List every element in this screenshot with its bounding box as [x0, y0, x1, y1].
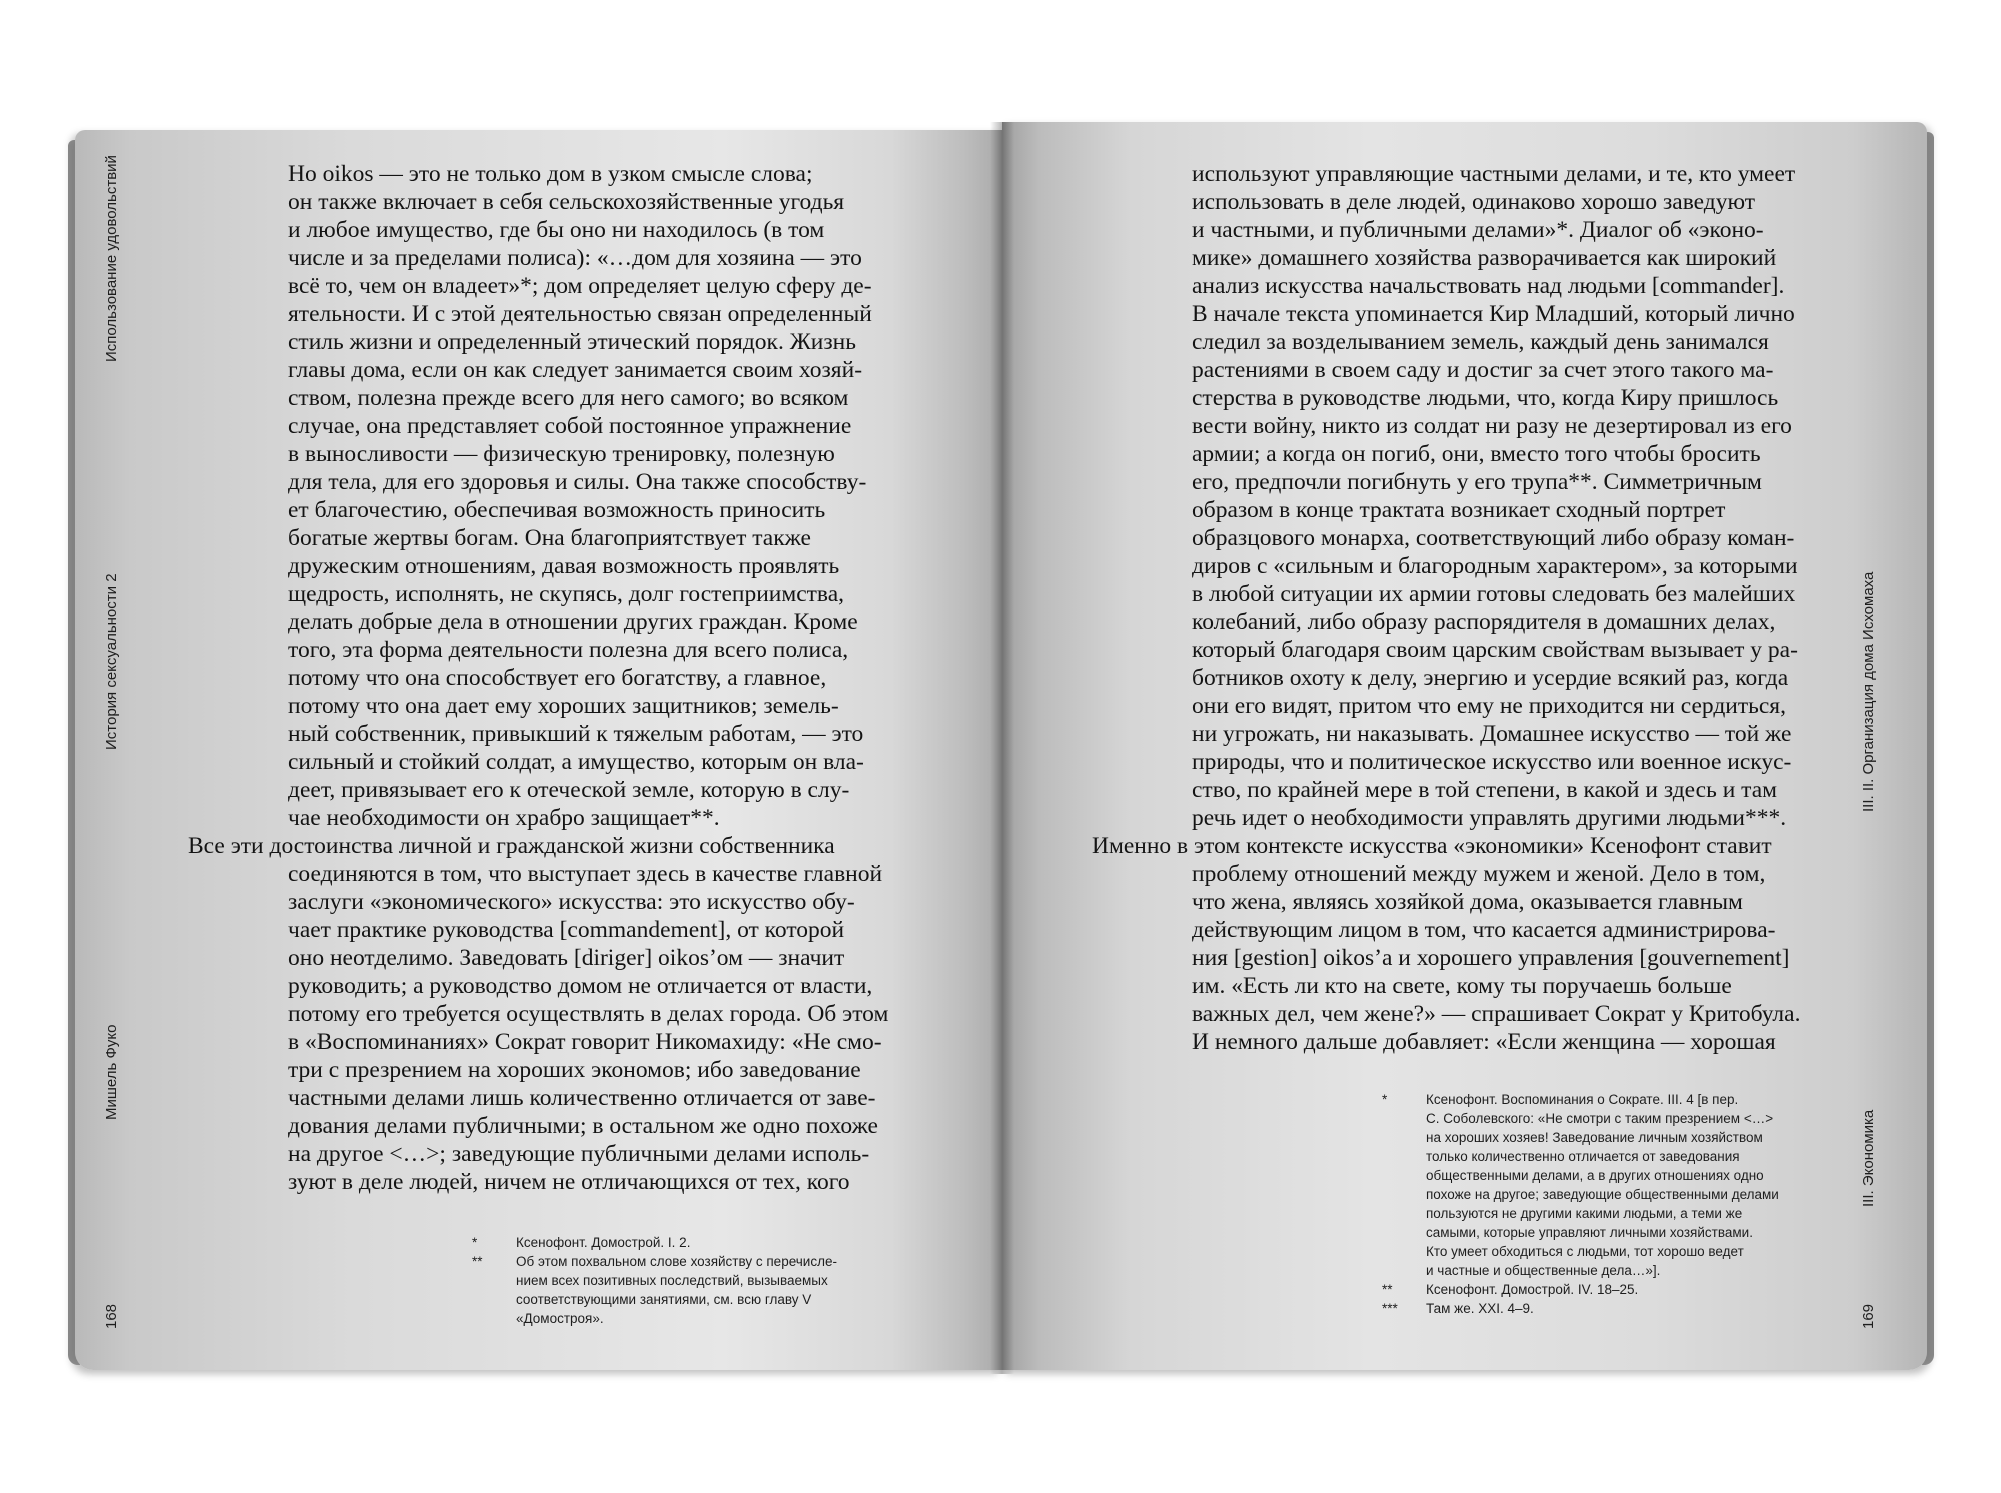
running-head-series: История сексуальности 2: [103, 573, 120, 750]
text-line: оно неотделимо. Заведовать [diriger] oikos’ом — значит: [288, 945, 845, 971]
footnote-line: Ксенофонт. Домострой. I. 2.: [516, 1235, 691, 1250]
text-line: руководить; а руководство домом не отличается от власти,: [288, 973, 873, 999]
footnote-line: Ксенофонт. Домострой. IV. 18–25.: [1426, 1282, 1639, 1297]
text-line: образцового монарха, соответствующий либо образу коман-: [1192, 525, 1795, 551]
text-line: ство, по крайней мере в той степени, в какой и здесь и там: [1192, 777, 1777, 803]
page-number: 168: [103, 1303, 120, 1329]
text-line: стиль жизни и определенный этический порядок. Жизнь: [288, 329, 856, 355]
text-line: Все эти достоинства личной и гражданской жизни собственника: [188, 833, 835, 859]
text-line: потому что она дает ему хороших защитников; земель-: [288, 693, 839, 719]
text-line: ния [gestion] oikos’а и хорошего управления [gouvernement]: [1192, 945, 1790, 971]
text-line: ет благочестию, обеспечивая возможность приносить: [288, 497, 826, 523]
footnotes: [1382, 1090, 1779, 1318]
text-line: дования делами публичными; в остальном же одно похоже: [288, 1113, 878, 1139]
footnote-mark: ***: [1382, 1301, 1398, 1316]
footnote-line: Ксенофонт. Воспоминания о Сократе. III. 4 [в пер.: [1426, 1092, 1739, 1107]
text-line: дружеским отношениям, давая возможность проявлять: [288, 553, 840, 579]
text-line: щедрость, исполнять, не скупясь, долг гостеприимства,: [288, 581, 845, 607]
footnote-line: Кто умеет обходиться с людьми, тот хорошо ведет: [1426, 1244, 1744, 1259]
text-line: сильный и стойкий солдат, а имущество, которым он вла-: [288, 749, 864, 775]
footnote-line: нием всех позитивных последствий, вызываемых: [516, 1273, 828, 1288]
footnote: [472, 1233, 837, 1252]
text-line: чае необходимости он храбро защищает**.: [288, 805, 720, 831]
running-head-author: Мишель Фуко: [103, 1024, 120, 1120]
text-line: зуют в деле людей, ничем не отличающихся от тех, кого: [288, 1169, 850, 1195]
text-line: в выносливости — физическую тренировку, полезную: [288, 441, 835, 467]
footnote-line: Там же. XXI. 4–9.: [1426, 1301, 1534, 1316]
right-page: [1002, 122, 1927, 1370]
text-line: и любое имущество, где бы оно ни находилось (в том: [288, 217, 825, 243]
text-line: всё то, чем он владеет»*; дом определяет целую сферу де-: [288, 273, 872, 299]
text-line: соединяются в том, что выступает здесь в качестве главной: [288, 861, 883, 887]
footnote-line: соответствующими занятиями, см. всю главу V: [516, 1292, 812, 1307]
text-line: потому что она способствует его богатству, а главное,: [288, 665, 827, 691]
text-line: вести войну, никто из солдат ни разу не дезертировал из его: [1192, 413, 1792, 439]
text-line: колебаний, либо образу распорядителя в домашних делах,: [1192, 609, 1776, 635]
footnote-line: и частные и общественные дела…»].: [1426, 1263, 1661, 1278]
footnotes: [472, 1233, 837, 1328]
body-text: [188, 160, 889, 1196]
footnote-line: общественными делами, а в других отношениях одно: [1426, 1168, 1764, 1183]
text-line: главы дома, если он как следует занимается своим хозяй-: [288, 357, 863, 383]
footnote-line: самыми, которые управляют личными хозяйствами.: [1426, 1225, 1753, 1240]
text-line: диров с «сильным и благородным характером», за которыми: [1192, 553, 1798, 579]
left-page: [75, 130, 1002, 1370]
footnote-line: С. Соболевского: «Не смотри с таким презрением <…>: [1426, 1111, 1774, 1126]
footnote-line: «Домостроя».: [516, 1311, 604, 1326]
text-line: Но oikos — это не только дом в узком смысле слова;: [288, 161, 813, 187]
footnote: [1382, 1299, 1779, 1318]
text-line: мике» домашнего хозяйства разворачивается как широкий: [1192, 245, 1777, 271]
footnote-line: Об этом похвальном слове хозяйству с перечисле-: [516, 1254, 837, 1269]
book-gutter: [990, 122, 1014, 1374]
text-line: и частными, и публичными делами»*. Диалог об «эконо-: [1192, 217, 1764, 243]
text-line: важных дел, чем жене?» — спрашивает Сократ у Критобула.: [1192, 1001, 1801, 1027]
text-line: стерства в руководстве людьми, что, когда Киру пришлось: [1192, 385, 1779, 411]
running-head-title: Использование удовольствий: [103, 155, 120, 362]
footnote-mark: *: [472, 1235, 478, 1250]
footnote-mark: **: [1382, 1282, 1393, 1297]
text-line: использовать в деле людей, одинаково хорошо заведуют: [1192, 189, 1756, 215]
text-line: ный собственник, привыкший к тяжелым работам, — это: [288, 721, 864, 747]
text-line: Именно в этом контексте искусства «экономики» Ксенофонт ставит: [1092, 833, 1772, 859]
text-line: И немного дальше добавляет: «Если женщина — хорошая: [1192, 1029, 1776, 1055]
footnote: [1382, 1280, 1779, 1299]
text-line: три с презрением на хороших экономов; ибо заведование: [288, 1057, 861, 1083]
text-line: деет, привязывает его к отеческой земле, которую в слу-: [288, 777, 850, 803]
page-number: 169: [1860, 1303, 1877, 1329]
body-text: [1092, 160, 1801, 1056]
text-line: следил за возделыванием земель, каждый день занимался: [1192, 329, 1769, 355]
text-line: проблему отношений между мужем и женой. Дело в том,: [1192, 861, 1766, 887]
footnote-mark: **: [472, 1254, 483, 1269]
footnote: [472, 1252, 837, 1328]
text-line: речь идет о необходимости управлять другими людьми***.: [1192, 805, 1787, 831]
footnote-line: пользуются не другими какими людьми, а теми же: [1426, 1206, 1743, 1221]
footnote: [1382, 1090, 1779, 1280]
text-line: анализ искусства начальствовать над людьми [commander].: [1192, 273, 1785, 299]
text-line: используют управляющие частными делами, и те, кто умеет: [1192, 161, 1796, 187]
text-line: ни угрожать, ни наказывать. Домашнее искусство — той же: [1192, 721, 1792, 747]
text-line: он также включает в себя сельскохозяйственные угодья: [288, 189, 845, 215]
text-line: его, предпочли погибнуть у его трупа**. Симметричным: [1192, 469, 1762, 495]
text-line: ботников охоту к делу, энергию и усердие всякий раз, когда: [1192, 665, 1789, 691]
text-line: богатые жертвы богам. Она благоприятствует также: [288, 525, 811, 551]
text-line: потому его требуется осуществлять в делах города. Об этом: [288, 1001, 889, 1027]
text-line: ятельности. И с этой деятельностью связан определенный: [288, 301, 872, 327]
text-line: для тела, для его здоровья и силы. Она также способству-: [288, 469, 867, 495]
footnote-line: только количественно отличается от заведования: [1426, 1149, 1740, 1164]
text-line: действующим лицом в том, что касается администрирова-: [1192, 917, 1776, 943]
text-line: на другое <…>; заведующие публичными делами исполь-: [288, 1141, 870, 1167]
text-line: чает практике руководства [commandement], от которой: [288, 917, 845, 943]
text-line: армии; а когда он погиб, они, вместо того чтобы бросить: [1192, 441, 1761, 467]
text-line: того, эта форма деятельности полезна для всего полиса,: [288, 637, 849, 663]
text-line: растениями в своем саду и достиг за счет этого такого ма-: [1192, 357, 1774, 383]
text-line: им. «Есть ли кто на свете, кому ты поручаешь больше: [1192, 973, 1732, 999]
text-line: случае, она представляет собой постоянное упражнение: [288, 413, 852, 439]
text-line: природы, что и политическое искусство или военное искус-: [1192, 749, 1792, 775]
text-line: числе и за пределами полиса): «…дом для хозяина — это: [288, 245, 862, 271]
text-line: в любой ситуации их армии готовы следовать без малейших: [1192, 581, 1796, 607]
text-line: в «Воспоминаниях» Сократ говорит Никомахиду: «Не смо-: [288, 1029, 882, 1055]
text-line: образом в конце трактата возникает сходный портрет: [1192, 497, 1726, 523]
text-line: ством, полезна прежде всего для него самого; во всяком: [288, 385, 849, 411]
text-line: частными делами лишь количественно отличается от заве-: [288, 1085, 876, 1111]
text-line: который благодаря своим царским свойствам вызывает у ра-: [1192, 637, 1798, 663]
text-line: делать добрые дела в отношении других граждан. Кроме: [288, 609, 858, 635]
footnote-line: на хороших хозяев! Заведование личным хозяйством: [1426, 1130, 1763, 1145]
running-head-section: III. Экономика: [1860, 1109, 1877, 1207]
text-line: В начале текста упоминается Кир Младший, который лично: [1192, 301, 1795, 327]
footnote-mark: *: [1382, 1092, 1388, 1107]
text-line: они его видят, притом что ему не приходится ни сердиться,: [1192, 693, 1786, 719]
footnote-line: похоже на другое; заведующие общественными делами: [1426, 1187, 1779, 1202]
text-line: что жена, являясь хозяйкой дома, оказывается главным: [1192, 889, 1743, 915]
text-line: заслуги «экономического» искусства: это искусство обу-: [288, 889, 855, 915]
running-head-chapter: III. II. Организация дома Исхомаха: [1860, 571, 1877, 812]
